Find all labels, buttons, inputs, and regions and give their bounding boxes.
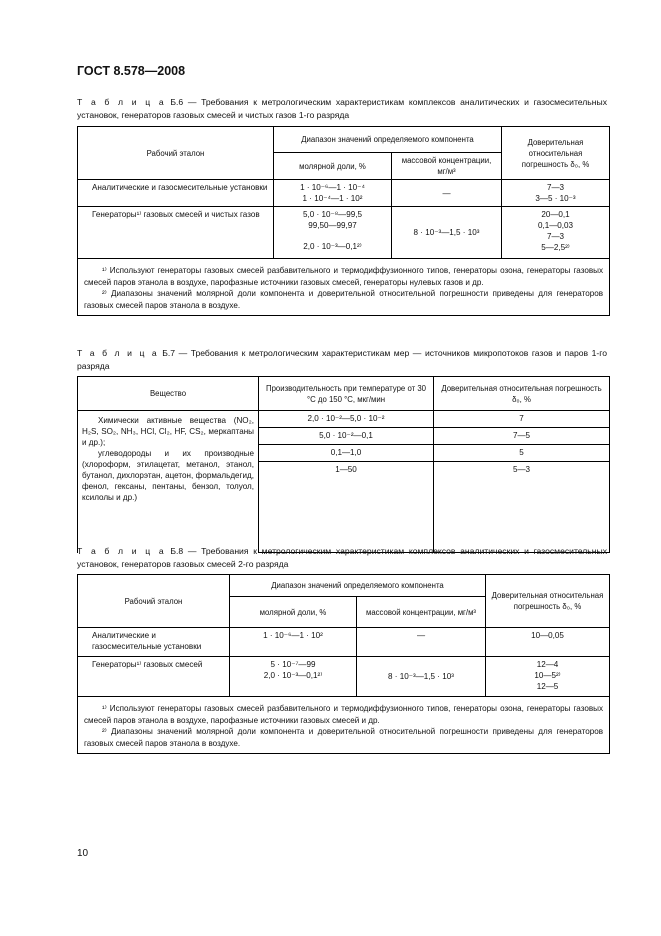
molar-value: 1 · 10⁻⁴—1 · 10²: [302, 194, 363, 203]
header-range: Диапазон значений определяемого компонента: [230, 575, 486, 597]
row-analytical-name: Аналитические и газосмесительные установки: [78, 180, 274, 207]
row-analytical-error: [502, 180, 610, 207]
table-b7-title: Б.7 — Требования к метрологическим характеристикам мер — источников микропотоков газов и паров 1-го разряда: [77, 348, 608, 371]
row-generators-error: [502, 207, 610, 259]
error-value: 12—5: [536, 682, 559, 691]
row-generators-mass: 8 · 10⁻³—1,5 · 10³: [392, 207, 502, 259]
footnote-1: ¹⁾ Используют генераторы газовых смесей разбавительного и термодиффузионного типов, генераторы озона, генераторы газовых смесей паров этанола в воздухе, парофазные источники газовых смесей, генераторы нулевых газов и др.: [84, 266, 603, 287]
productivity-value: 2,0 · 10⁻²—5,0 · 10⁻²: [259, 411, 434, 428]
substance-cell: [78, 411, 259, 553]
molar-value: 2,0 · 10⁻³—0,1²⁾: [303, 242, 362, 251]
error-value: 7—5: [434, 428, 610, 445]
error-value: 0,1—0,03: [537, 221, 574, 230]
row-analytical-molar: [274, 180, 392, 207]
table-b6: [77, 126, 610, 316]
header-mass: массовой концентрации, мг/м³: [357, 597, 486, 628]
productivity-value: 0,1—1,0: [259, 445, 434, 462]
header-error: Доверительная относительная погрешность δ₀, %: [434, 377, 610, 411]
table-b6-title: Б.6 — Требования к метрологическим характеристикам комплексов аналитических и газосмесительных установок, генераторов газовых смесей и чистых газов 1-го разряда: [77, 97, 607, 120]
error-value: 12—4: [536, 660, 559, 669]
header-standard: Рабочий эталон: [78, 575, 230, 628]
error-value: 5—2,5²⁾: [541, 243, 570, 252]
error-value: 7—3: [546, 232, 565, 241]
row-analytical-mass: —: [392, 180, 502, 207]
row-generators-name: Генераторы¹⁾ газовых смесей: [78, 657, 230, 697]
header-molar: молярной доли, %: [230, 597, 357, 628]
error-value: 10—5²⁾: [534, 671, 561, 680]
molar-value: 5,0 · 10⁻⁸—99,5: [303, 210, 362, 219]
productivity-value: 1—50: [259, 462, 434, 553]
error-value: 5: [434, 445, 610, 462]
table-b7-caption: [77, 347, 607, 372]
table-b6-label: Т а б л и ц а: [77, 97, 166, 107]
table-b7-label: Т а б л и ц а: [77, 348, 159, 358]
molar-value: 99,50—99,97: [308, 221, 357, 230]
page-number: 10: [77, 848, 89, 859]
row-generators-error: [486, 657, 610, 697]
table-b7: [77, 376, 610, 553]
header-range: Диапазон значений определяемого компонента: [274, 127, 502, 153]
table-b8-caption: [77, 545, 607, 570]
header-substance: Вещество: [78, 377, 259, 411]
header-standard: Рабочий эталон: [78, 127, 274, 180]
error-value: 7: [434, 411, 610, 428]
molar-value: 2,0 · 10⁻³—0,1²⁾: [263, 671, 323, 680]
footnote-1: ¹⁾ Используют генераторы газовых смесей разбавительного и термодиффузионного типов, генераторы озона, генераторы газовых смесей паров этанола в воздухе, парофазные источники газовых смесей и др.: [84, 704, 603, 725]
row-generators-mass: 8 · 10⁻³—1,5 · 10³: [357, 657, 486, 697]
footnote-2: ²⁾ Диапазоны значений молярной доли компонента и доверительной относительной погрешности приведены для генераторов газовых смесей паров этанола в воздухе.: [84, 727, 603, 748]
table-b8-notes: [78, 697, 610, 754]
molar-value: 5 · 10⁻⁷—99: [270, 660, 316, 669]
footnote-2: ²⁾ Диапазоны значений молярной доли компонента и доверительной относительной погрешности приведены для генераторов газовых смесей паров этанола в воздухе.: [84, 289, 603, 310]
table-b8-label: Т а б л и ц а: [77, 546, 166, 556]
header-mass: массовой концентрации, мг/м³: [392, 153, 502, 180]
error-value: 7—3: [546, 183, 565, 192]
row-analytical-molar: 1 · 10⁻⁶—1 · 10²: [230, 628, 357, 657]
table-b6-caption: [77, 96, 607, 121]
substance-organic: углеводороды и их производные (хлороформ, этилацетат, метанол, этанол, бутанол, дихлорэтан, ацетон, формальдегид, фенол, гексаны, пентаны, бензол, толуол, ксилолы и др.): [82, 449, 254, 502]
header-error: Доверительная относительная погрешность δ₀, %: [486, 575, 610, 628]
error-value: 20—0,1: [541, 210, 570, 219]
row-generators-molar: [274, 207, 392, 259]
document-header: ГОСТ 8.578—2008: [77, 64, 186, 78]
header-molar: молярной доли, %: [274, 153, 392, 180]
header-error: Доверительная относительная погрешность δ₀, %: [502, 127, 610, 180]
table-b6-notes: [78, 259, 610, 316]
molar-value: 1 · 10⁻⁶—1 · 10⁻⁴: [300, 183, 365, 192]
error-value: 5—3: [434, 462, 610, 553]
row-analytical-mass: —: [357, 628, 486, 657]
productivity-value: 5,0 · 10⁻²—0,1: [259, 428, 434, 445]
row-analytical-error: 10—0,05: [486, 628, 610, 657]
table-b8: [77, 574, 610, 754]
row-generators-molar: [230, 657, 357, 697]
table-b8-title: Б.8 — Требования к метрологическим характеристикам комплексов аналитических и газосмесительных установок, генераторов газовых смесей 2-го разряда: [77, 546, 607, 569]
substance-inorganic: Химически активные вещества (NO₂, H₂S, SO₂, NH₃, HCl, Cl₂, HF, CS₂, меркаптаны и др.);: [82, 416, 254, 447]
row-generators-name: Генераторы¹⁾ газовых смесей и чистых газов: [78, 207, 274, 259]
row-analytical-name: Аналитические и газосмесительные установки: [78, 628, 230, 657]
header-productivity: Производительность при температуре от 30 °С до 150 °С, мкг/мин: [259, 377, 434, 411]
error-value: 3—5 · 10⁻³: [535, 194, 576, 203]
